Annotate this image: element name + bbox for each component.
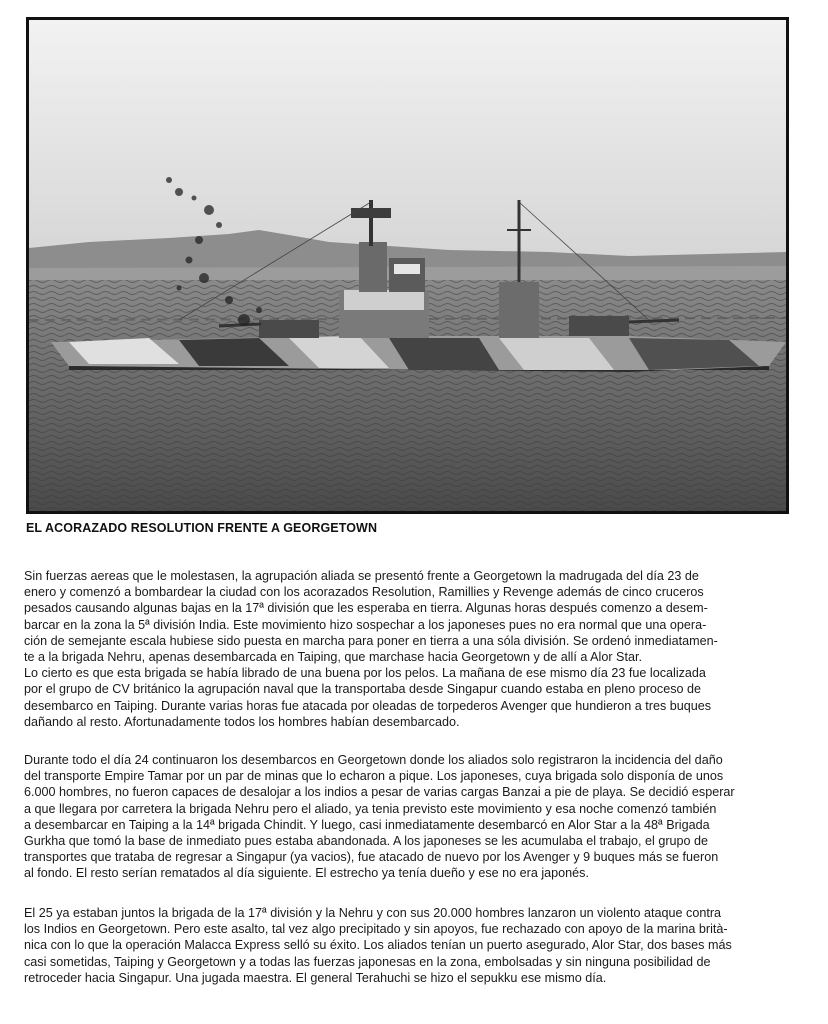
paragraph-2: [24, 752, 796, 882]
text-line: enero y comenzó a bombardear la ciudad con los acorazados Resolution, Ramillies y Revenge además de cinco cruceros: [24, 585, 704, 600]
text-line: Lo cierto es que esta brigada se había librado de una buena por los pelos. La mañana de ese mismo día 23 fue localizada: [24, 666, 706, 681]
text-line: por el grupo de CV británico la agrupación naval que la transportaba desde Singapur cuando estaba en pleno proceso de: [24, 682, 702, 697]
text-line: casi sometidas, Taiping y Georgetown y a todas las fuerzas japonesas en la zona, embolsadas y sin ninguna posibilidad de: [24, 954, 711, 969]
text-line: ción de semejante escala hubiese sido puesta en marcha para poner en tierra a una sóla división. Se ordenó inmediatamen-: [24, 633, 718, 648]
text-line: al fondo. El resto serían rematados al día siguiente. El estrecho ya tenía dueño y ese no era japonés.: [24, 866, 589, 881]
text-line: a desembarcar en Taiping a la 14ª brigada Chindit. Y luego, casi inmediatamente desembarcó en Alor Star a la 48ª Brigada: [24, 817, 710, 832]
paragraph-3: [24, 905, 796, 986]
text-line: dañando al resto. Afortunadamente todos los hombres habían desembarcado.: [24, 714, 460, 729]
text-line: Gurkha que tomó la base de inmediato pues estaba abandonada. A los japoneses se les acumulaba el trabajo, el grupo de: [24, 834, 709, 849]
text-line: desembarco en Taiping. Durante varias horas fue atacada por oleadas de torpederos Avenger que hundieron a tres buques: [24, 698, 712, 713]
text-line: los Indios en Georgetown. Pero este asalto, tal vez algo precipitado y sin apoyos, fue rechazado con apoyo de la marina brità-: [24, 922, 728, 937]
text-line: nica con lo que la operación Malacca Express selló su éxito. Los aliados tenían un puerto asegurado, Alor Star, dos bases más: [24, 938, 732, 953]
text-line: te a la brigada Nehru, apenas desembarcada en Taiping, que marchase hacia Georgetown y de allí a Alor Star.: [24, 650, 642, 665]
text-line: Durante todo el día 24 continuaron los desembarcos en Georgetown donde los aliados solo registraron la incidencia del daño: [24, 753, 723, 767]
text-line: Sin fuerzas aereas que le molestasen, la agrupación aliada se presentó frente a Georgetown la madrugada del día 23 de: [24, 569, 699, 583]
text-line: pesados causando algunas bajas en la 17ª división que les esperaba en tierra. Algunas horas después comenzo a desem-: [24, 601, 708, 616]
text-line: transportes que trataba de regresar a Singapur (ya vacios), fue atacado de nuevo por los Avenger y 9 buques más se fueron: [24, 850, 719, 865]
battleship-photo: [26, 17, 789, 514]
text-line: retroceder hacia Singapur. Una jugada maestra. El general Terahuchi se hizo el sepukku ese mismo día.: [24, 970, 607, 985]
text-line: del transporte Empire Tamar por un par de minas que lo echaron a pique. Los japoneses, cuya brigada solo disponía de unos: [24, 769, 724, 784]
text-line: barcar en la zona la 5ª división India. Este movimiento hizo sospechar a los japoneses pues no era normal que una opera-: [24, 617, 707, 632]
sky: [29, 20, 786, 260]
photo-caption: EL ACORAZADO RESOLUTION FRENTE A GEORGETOWN: [26, 521, 378, 535]
text-line: El 25 ya estaban juntos la brigada de la 17ª división y la Nehru y con sus 20.000 hombres lanzaron un violento ataque contra: [24, 906, 722, 920]
text-line: 6.000 hombres, no fueron capaces de desalojar a los indios a pesar de varias cargas Banzai a pie de playa. Se decidió esperar: [24, 785, 735, 800]
battleship-illustration: [29, 20, 786, 511]
paragraph-1: [24, 568, 796, 730]
text-line: a que llegara por carretera la brigada Nehru pero el aliado, ya tenia previsto este movimiento y esa noche comenzó también: [24, 801, 717, 816]
